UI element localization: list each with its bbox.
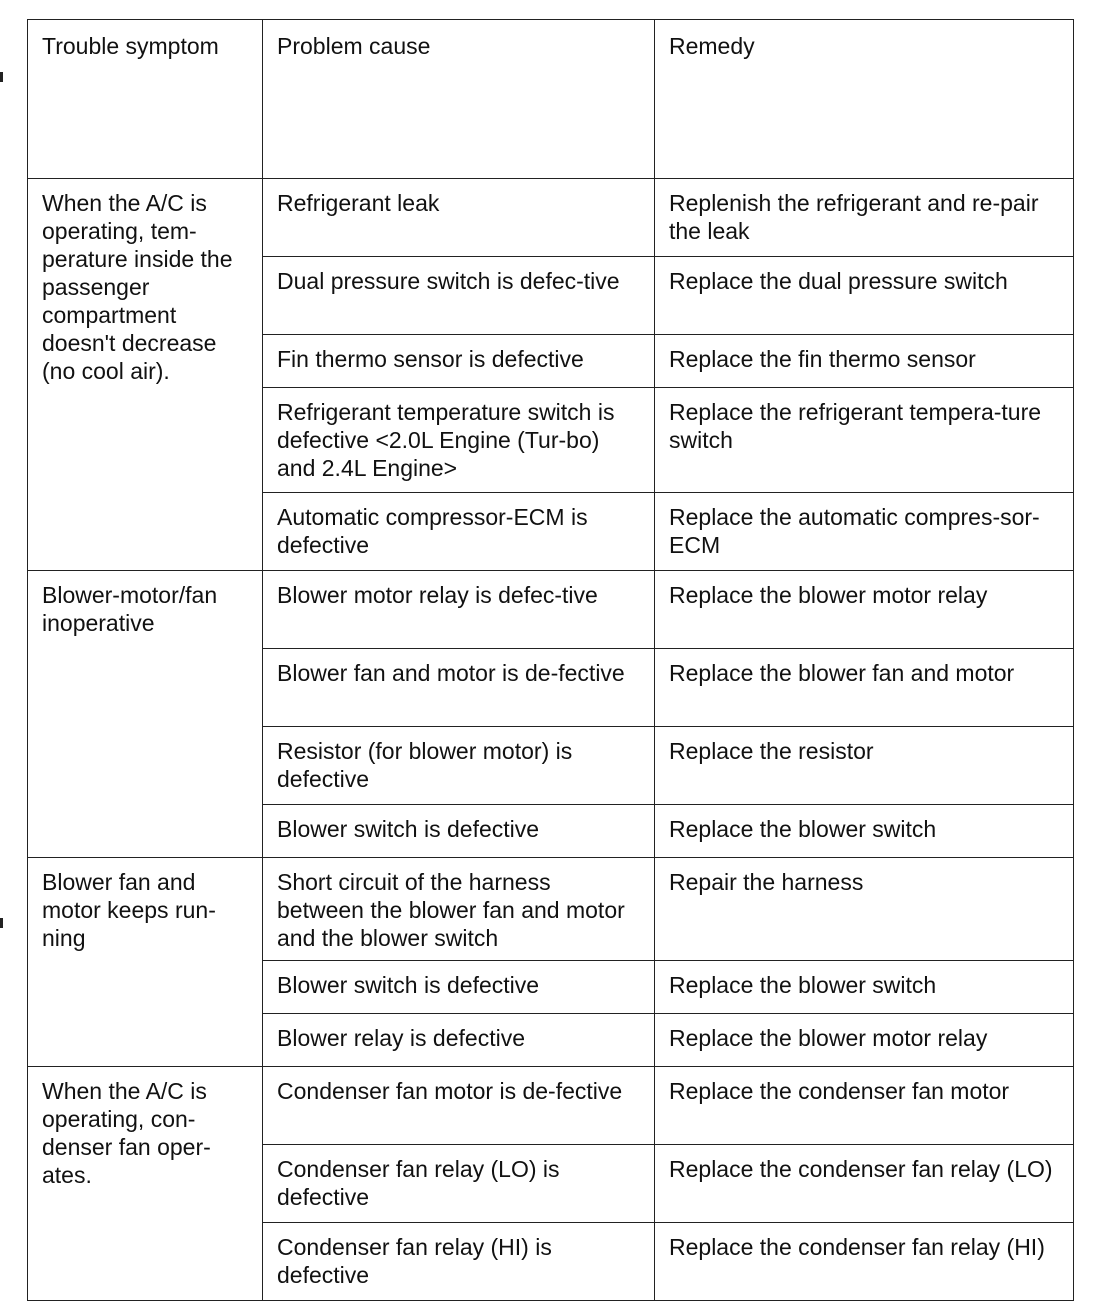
table-row: [28, 179, 1074, 257]
symptom-cell: Blower-motor/fan inoperative: [28, 571, 263, 858]
cause-cell: Refrigerant leak: [263, 179, 655, 257]
cause-cell: Dual pressure switch is defec-tive: [263, 257, 655, 335]
symptom-cell: Blower fan and motor keeps run-ning: [28, 858, 263, 1067]
margin-mark: [0, 918, 3, 928]
cause-cell: Blower switch is defective: [263, 805, 655, 858]
cause-cell: Short circuit of the harness between the blower fan and motor and the blower switch: [263, 858, 655, 961]
remedy-cell: Replenish the refrigerant and re-pair the leak: [655, 179, 1074, 257]
remedy-cell: Replace the refrigerant tempera-ture switch: [655, 388, 1074, 493]
header-problem-cause: Problem cause: [263, 20, 655, 179]
remedy-cell: Replace the condenser fan relay (HI): [655, 1223, 1074, 1301]
remedy-cell: Replace the dual pressure switch: [655, 257, 1074, 335]
cause-cell: Condenser fan motor is de-fective: [263, 1067, 655, 1145]
table-row: [28, 858, 1074, 961]
symptom-cell: When the A/C is operating, tem-perature inside the passenger compartment doesn't decrease (no cool air).: [28, 179, 263, 571]
remedy-cell: Replace the blower motor relay: [655, 1014, 1074, 1067]
remedy-cell: Replace the blower switch: [655, 805, 1074, 858]
remedy-cell: Replace the resistor: [655, 727, 1074, 805]
remedy-cell: Replace the automatic compres-sor-ECM: [655, 493, 1074, 571]
remedy-cell: Replace the fin thermo sensor: [655, 335, 1074, 388]
table-row: [28, 571, 1074, 649]
cause-cell: Blower fan and motor is de-fective: [263, 649, 655, 727]
cause-cell: Resistor (for blower motor) is defective: [263, 727, 655, 805]
margin-mark: [0, 72, 3, 82]
header-remedy: Remedy: [655, 20, 1074, 179]
remedy-cell: Replace the blower fan and motor: [655, 649, 1074, 727]
cause-cell: Blower switch is defective: [263, 961, 655, 1014]
cause-cell: Blower relay is defective: [263, 1014, 655, 1067]
troubleshooting-table: [27, 19, 1074, 1301]
table-row: [28, 1067, 1074, 1145]
header-trouble-symptom: Trouble symptom: [28, 20, 263, 179]
remedy-cell: Replace the blower switch: [655, 961, 1074, 1014]
cause-cell: Condenser fan relay (LO) is defective: [263, 1145, 655, 1223]
cause-cell: Blower motor relay is defec-tive: [263, 571, 655, 649]
cause-cell: Automatic compressor-ECM is defective: [263, 493, 655, 571]
remedy-cell: Replace the condenser fan relay (LO): [655, 1145, 1074, 1223]
cause-cell: Condenser fan relay (HI) is defective: [263, 1223, 655, 1301]
remedy-cell: Replace the condenser fan motor: [655, 1067, 1074, 1145]
remedy-cell: Replace the blower motor relay: [655, 571, 1074, 649]
cause-cell: Fin thermo sensor is defective: [263, 335, 655, 388]
remedy-cell: Repair the harness: [655, 858, 1074, 961]
cause-cell: Refrigerant temperature switch is defective <2.0L Engine (Tur-bo) and 2.4L Engine>: [263, 388, 655, 493]
table-header-row: [28, 20, 1074, 179]
symptom-cell: When the A/C is operating, con-denser fan oper-ates.: [28, 1067, 263, 1301]
